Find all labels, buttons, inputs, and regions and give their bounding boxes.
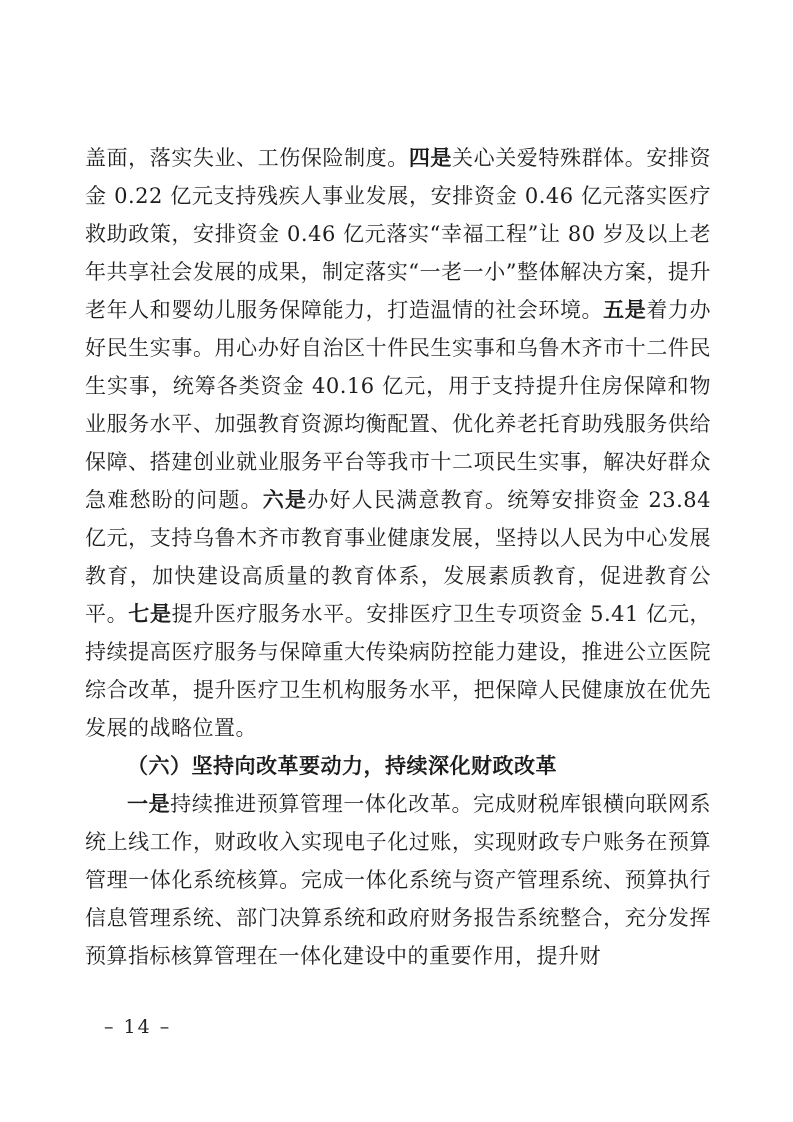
text-run: 盖面，落实失业、工伤保险制度。	[85, 146, 409, 170]
section-heading	[85, 747, 711, 785]
text-run: 提升医疗服务水平。安排医疗卫生专项资金 5.41 亿元，持续提高医疗服务与保障重大传染病防控能力建设，推进公立医院综合改革，提升医疗卫生机构服务水平，把保障人民健康放在优先发展的战略位置。	[85, 602, 712, 740]
text-run: 办好人民满意教育。统筹安排资金 23.84 亿元，支持乌鲁木齐市教育事业健康发展，坚持以人民为中心发展教育，加快建设高质量的教育体系，发展素质教育，促进教育公平。	[85, 488, 712, 626]
text-run: 着力办好民生实事。用心办好自治区十件民生实事和乌鲁木齐市十二件民生实事，统筹各类资金 40.16 亿元，用于支持提升住房保障和物业服务水平、加强教育资源均衡配置、优化养老托育助残服务供给保障、搭建创业就业服务平台等我市十二项民生实事，解决好群众急难愁盼的问题。	[85, 298, 712, 512]
paragraph-body	[85, 785, 711, 975]
text-run-bold: 一是	[127, 791, 171, 816]
document-body	[85, 139, 711, 975]
paragraph-continuation	[85, 139, 711, 747]
text-run-bold: 六是	[262, 487, 308, 512]
text-run-bold: 五是	[603, 297, 647, 322]
text-run-bold: （六）坚持向改革要动力，持续深化财政改革	[127, 753, 557, 778]
text-run: 关心关爱特殊群体。安排资金 0.22 亿元支持残疾人事业发展，安排资金 0.46 亿元落实医疗救助政策，安排资金 0.46 亿元落实“幸福工程”让 80 岁及以上老年共享社会发展的成果，制定落实“一老一小”整体解决方案，提升老年人和婴幼儿服务保障能力，打造温情的社会环境。	[85, 146, 712, 322]
text-run-bold: 四是	[408, 145, 453, 170]
text-run: 持续推进预算管理一体化改革。完成财税库银横向联网系统上线工作，财政收入实现电子化过账，实现财政专户账务在预算管理一体化系统核算。完成一体化系统与资产管理系统、预算执行信息管理系统、部门决算系统和政府财务报告系统整合，充分发挥预算指标核算管理在一体化建设中的重要作用，提升财	[85, 792, 712, 968]
text-run-bold: 七是	[128, 601, 172, 626]
page-number: – 14 –	[104, 1016, 172, 1038]
